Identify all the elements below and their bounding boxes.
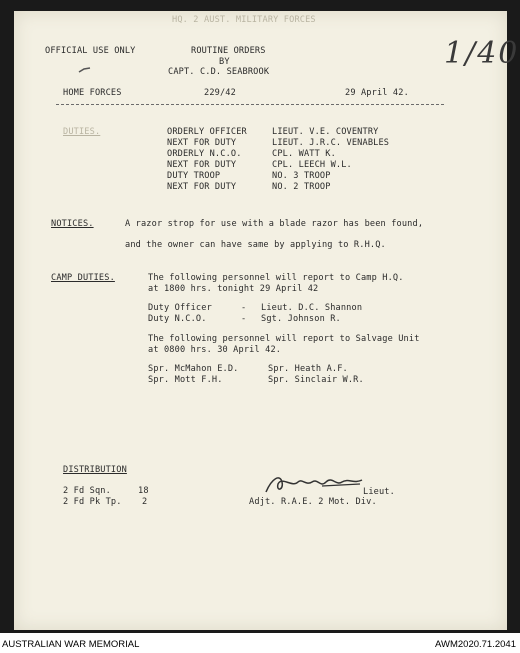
document-title: ROUTINE ORDERS [191, 46, 266, 56]
distribution-heading: DISTRIBUTION [63, 465, 127, 475]
duty-name: NO. 3 TROOP [272, 171, 331, 181]
header-divider [56, 104, 444, 105]
duty-officer-label: Duty Officer [148, 303, 212, 313]
camp-duties-text: at 1800 hrs. tonight 29 April 42 [148, 284, 319, 294]
handwritten-number: 1/40 [444, 36, 520, 71]
handwritten-signature [262, 470, 366, 496]
camp-duties-heading: CAMP DUTIES. [51, 273, 115, 283]
personnel-name: Spr. Heath A.F. [268, 364, 348, 374]
header-top-line: HQ. 2 AUST. MILITARY FORCES [172, 15, 316, 25]
duty-role: NEXT FOR DUTY [167, 182, 237, 192]
ink-mark [78, 66, 92, 74]
duty-role: ORDERLY OFFICER [167, 127, 247, 137]
duty-name: NO. 2 TROOP [272, 182, 331, 192]
camp-duties-text: at 0800 hrs. 30 April 42. [148, 345, 282, 355]
duty-role: NEXT FOR DUTY [167, 138, 237, 148]
archive-name: AUSTRALIAN WAR MEMORIAL [2, 639, 140, 650]
distribution-count: 2 [142, 497, 148, 507]
archive-footer [0, 633, 520, 653]
by-label: BY [219, 57, 230, 67]
issuing-officer: CAPT. C.D. SEABROOK [168, 67, 270, 77]
home-forces-label: HOME FORCES [63, 88, 122, 98]
personnel-name: Spr. Sinclair W.R. [268, 375, 364, 385]
official-use-label: OFFICIAL USE ONLY [45, 46, 136, 56]
order-number: 229/42 [204, 88, 236, 98]
duty-name: CPL. WATT K. [272, 149, 336, 159]
duty-officer-name: Lieut. D.C. Shannon [261, 303, 363, 313]
duty-name: LIEUT. J.R.C. VENABLES [272, 138, 390, 148]
notice-line: and the owner can have same by applying to R.H.Q. [125, 240, 386, 250]
duty-name: CPL. LEECH W.L. [272, 160, 352, 170]
personnel-name: Spr. Mott F.H. [148, 375, 223, 385]
camp-duties-text: The following personnel will report to Salvage Unit [148, 334, 420, 344]
distribution-unit: 2 Fd Pk Tp. [63, 497, 122, 507]
archive-reference: AWM2020.71.2041 [435, 639, 516, 650]
duties-heading: DUTIES. [63, 127, 101, 137]
duty-nco-name: Sgt. Johnson R. [261, 314, 341, 324]
duty-nco-label: Duty N.C.O. [148, 314, 207, 324]
notices-heading: NOTICES. [51, 219, 94, 229]
duty-role: NEXT FOR DUTY [167, 160, 237, 170]
distribution-count: 18 [138, 486, 149, 496]
duty-name: LIEUT. V.E. COVENTRY [272, 127, 379, 137]
distribution-unit: 2 Fd Sqn. [63, 486, 111, 496]
dash: - [241, 303, 247, 313]
dash: - [241, 314, 247, 324]
personnel-name: Spr. McMahon E.D. [148, 364, 239, 374]
signatory-rank: Lieut. [363, 487, 395, 497]
signatory-appointment: Adjt. R.A.E. 2 Mot. Div. [249, 497, 377, 507]
order-date: 29 April 42. [345, 88, 409, 98]
duty-role: DUTY TROOP [167, 171, 221, 181]
camp-duties-text: The following personnel will report to Camp H.Q. [148, 273, 404, 283]
duty-role: ORDERLY N.C.O. [167, 149, 242, 159]
notice-line: A razor strop for use with a blade razor has been found, [125, 219, 424, 229]
